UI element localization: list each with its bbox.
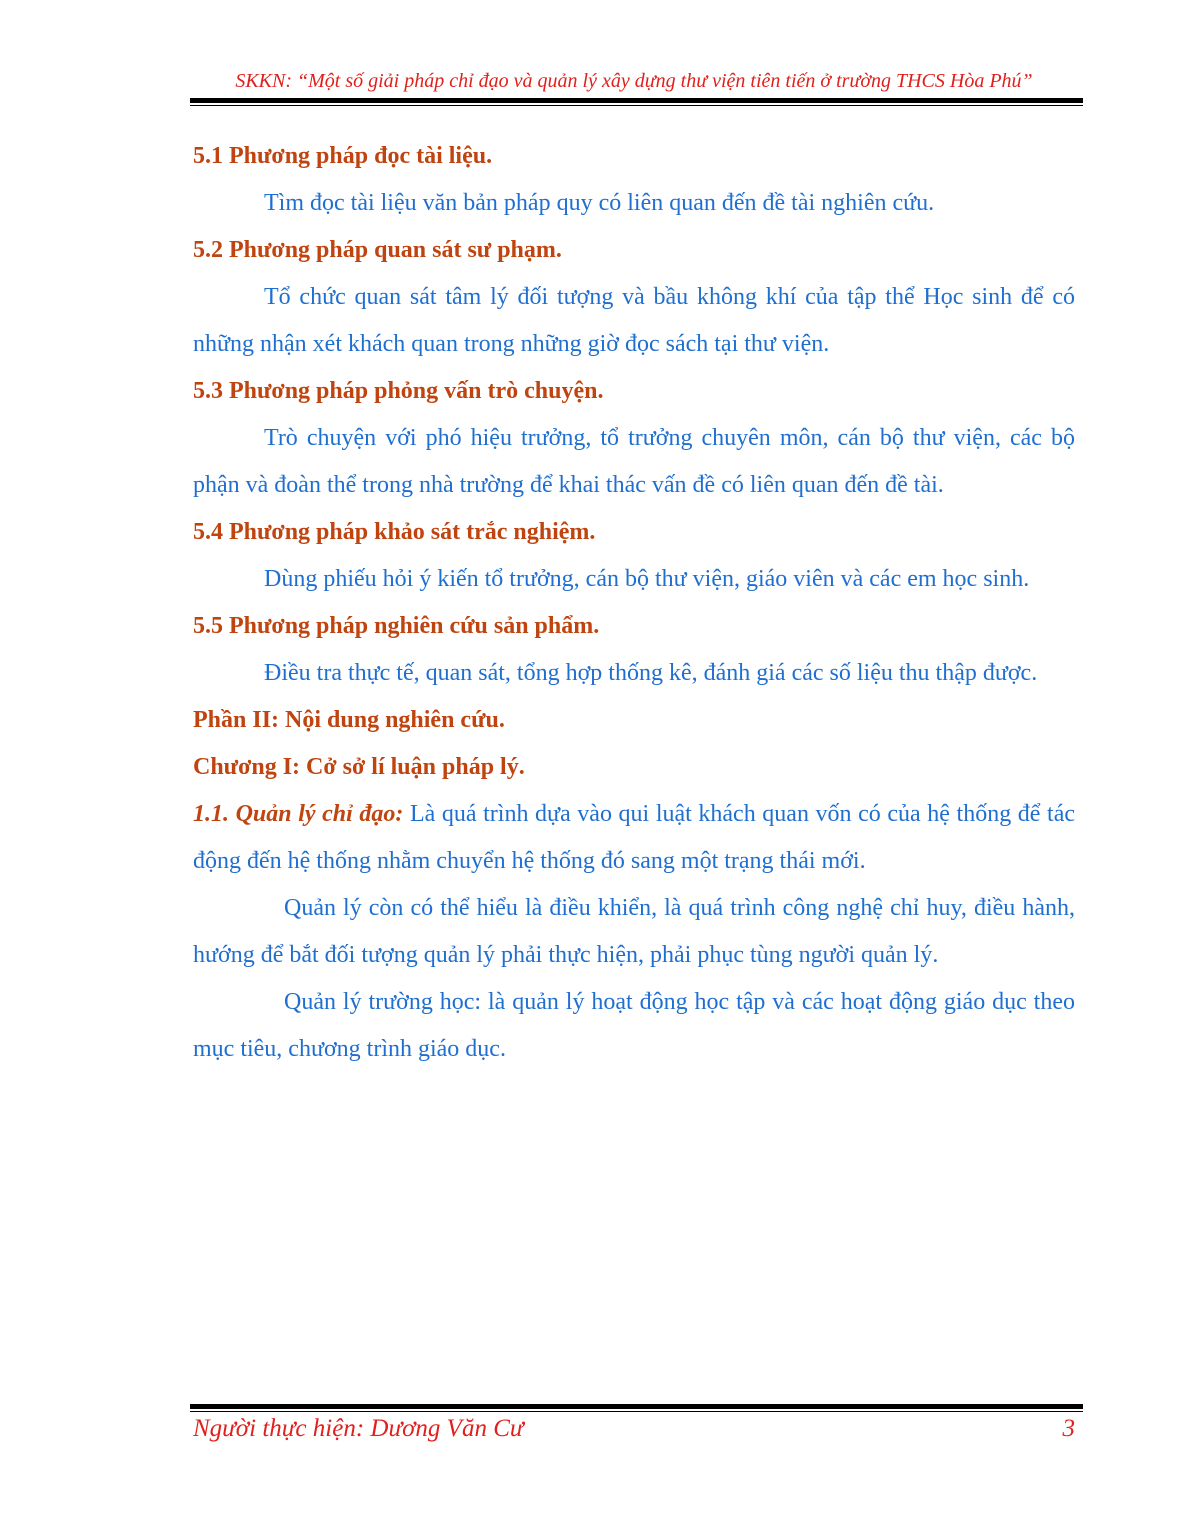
section-5-1-body: Tìm đọc tài liệu văn bản pháp quy có liên quan đến đề tài nghiên cứu. <box>264 190 935 216</box>
management-paragraph-3: Quản lý trường học: là quản lý hoạt động học tập và các hoạt động giáo dục theo mục tiêu, chương trình giáo dục. <box>193 989 1075 1062</box>
section-5-4-heading: 5.4 Phương pháp khảo sát trắc nghiệm. <box>193 519 596 545</box>
section-5-5-heading: 5.5 Phương pháp nghiên cứu sản phẩm. <box>193 613 600 639</box>
section-1-1-body: Là quá trình dựa vào qui luật khách quan vốn có của hệ thống để tác động đến hệ thống nhằm chuyển hệ thống đó sang một trạng thái mới. <box>193 801 1075 874</box>
section-5-2-body: Tổ chức quan sát tâm lý đối tượng và bầu không khí của tập thể Học sinh để có những nhận xét khách quan trong những giờ đọc sách tại thư viện. <box>193 284 1075 357</box>
header-divider <box>190 98 1083 106</box>
section-5-3-body: Trò chuyện với phó hiệu trưởng, tổ trưởng chuyên môn, cán bộ thư viện, các bộ phận và đoàn thể trong nhà trường để khai thác vấn đề có liên quan đến đề tài. <box>193 425 1075 498</box>
section-5-3-heading: 5.3 Phương pháp phỏng vấn trò chuyện. <box>193 378 604 404</box>
section-1-1-paragraph <box>193 791 1075 885</box>
section-5-4-body: Dùng phiếu hỏi ý kiến tổ trưởng, cán bộ thư viện, giáo viên và các em học sinh. <box>264 566 1030 592</box>
section-1-1-lead: 1.1. Quản lý chỉ đạo: <box>193 801 404 827</box>
chapter-1-heading: Chương I: Cở sở lí luận pháp lý. <box>193 754 525 780</box>
section-5-5-body: Điều tra thực tế, quan sát, tổng hợp thống kê, đánh giá các số liệu thu thập được. <box>264 660 1038 686</box>
management-paragraph-2: Quản lý còn có thể hiểu là điều khiển, là quá trình công nghệ chỉ huy, điều hành, hướng để bắt đối tượng quản lý phải thực hiện, phải phục tùng người quản lý. <box>193 895 1075 968</box>
footer-author: Người thực hiện: Dương Văn Cư <box>193 1415 524 1442</box>
page-number: 3 <box>1062 1415 1075 1442</box>
footer-divider <box>190 1404 1083 1412</box>
part-2-heading: Phần II: Nội dung nghiên cứu. <box>193 707 505 733</box>
section-5-2-heading: 5.2 Phương pháp quan sát sư phạm. <box>193 237 562 263</box>
section-5-1-heading: 5.1 Phương pháp đọc tài liệu. <box>193 143 493 169</box>
document-body <box>193 133 1075 1073</box>
page-header-title: SKKN: “Một số giải pháp chỉ đạo và quản lý xây dựng thư viện tiên tiến ở trường THCS Hòa Phú” <box>235 70 1033 92</box>
